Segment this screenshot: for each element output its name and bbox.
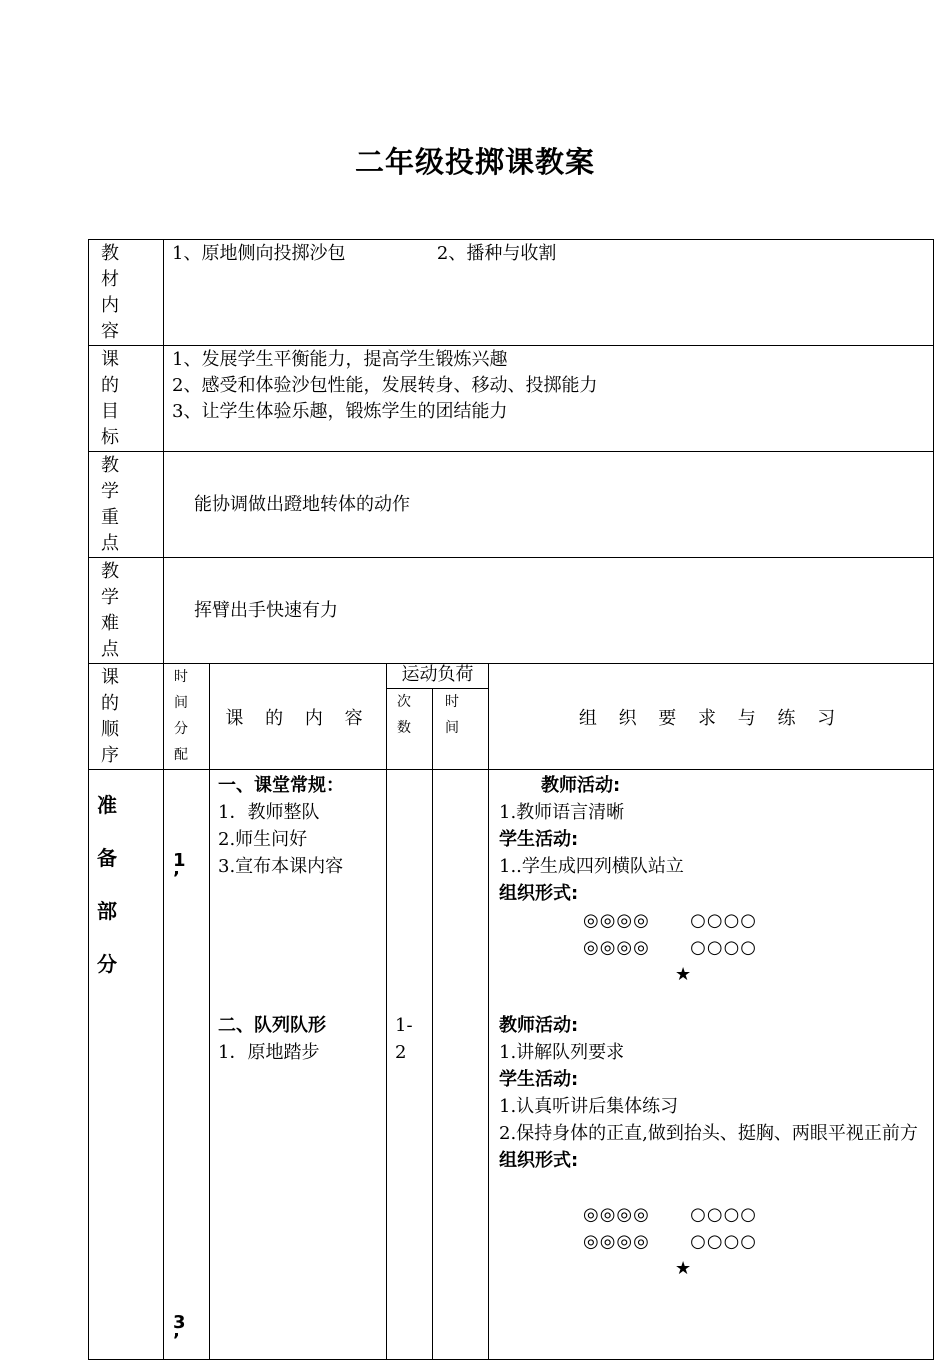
section-char: 分 — [97, 952, 117, 976]
student-activity-item: 1..学生成四列横队站立 — [499, 856, 684, 877]
label-line: 课 的 — [101, 667, 127, 714]
label-line: 教 学 — [101, 455, 127, 502]
section-char: 部 — [97, 899, 117, 923]
header-char: 间 — [174, 695, 188, 711]
header-char: 配 — [174, 747, 188, 763]
lesson-plan-table — [88, 239, 934, 1360]
section-name — [89, 770, 164, 1360]
student-activity-label: 学生活动: — [499, 1069, 579, 1090]
label-line: 目 标 — [101, 401, 127, 448]
count-cell — [387, 770, 433, 1360]
label-line: 教 学 — [101, 561, 127, 608]
goals-row — [89, 346, 934, 452]
count-line: 1- — [395, 1015, 413, 1036]
org-cell — [489, 770, 934, 1360]
section-char: 备 — [97, 846, 117, 870]
student-activity-item: 2.保持身体的正直,做到抬头、挺胸、两眼平视正前方 — [499, 1123, 918, 1144]
teacher-activity-item: 1.讲解队列要求 — [499, 1042, 625, 1063]
part-2-count — [395, 1012, 413, 1066]
duration-cell — [433, 770, 489, 1360]
header-char: 时 — [445, 694, 459, 711]
formation-label: 组织形式: — [499, 1150, 579, 1171]
label-line: 难 点 — [101, 613, 127, 660]
teacher-star-icon: ★ — [675, 964, 692, 985]
material-item-2: 2、播种与收割 — [436, 243, 557, 264]
part-1-item: 1．教师整队 — [218, 802, 320, 823]
label-line: 内 容 — [101, 295, 127, 342]
student-activity-item: 1.认真听讲后集体练习 — [499, 1096, 679, 1117]
part-2-item: 1．原地踏步 — [218, 1042, 320, 1063]
duration-header — [433, 689, 489, 770]
spacer — [499, 1174, 925, 1201]
goal-item: 1、发展学生平衡能力，提高学生锻炼兴趣 — [172, 349, 508, 370]
time-mark: ’ — [173, 868, 180, 889]
difficulty-content: 挥臂出手快速有力 — [164, 558, 934, 664]
material-content — [164, 240, 934, 346]
teacher-star-icon: ★ — [675, 1258, 692, 1279]
order-header — [89, 664, 164, 770]
material-row — [89, 240, 934, 346]
time-alloc-header — [164, 664, 210, 770]
difficulty-row — [89, 558, 934, 664]
goals-label — [89, 346, 164, 452]
time-value-2 — [173, 1314, 186, 1350]
content-cell — [210, 770, 387, 1360]
time-value-1 — [173, 852, 186, 888]
student-activity-label: 学生活动: — [499, 829, 579, 850]
part-1-heading: 一、课堂常规： — [218, 775, 344, 796]
count-line: 2 — [395, 1042, 407, 1063]
load-header: 运动负荷 — [387, 664, 489, 689]
part-2 — [218, 1012, 382, 1066]
material-item-1: 1、原地侧向投掷沙包 — [172, 243, 346, 264]
section-char: 准 — [97, 793, 117, 817]
goals-content — [164, 346, 934, 452]
formation-row: ◎◎◎◎ ○○○○ — [583, 1204, 757, 1225]
label-line: 顺 序 — [101, 719, 127, 766]
time-mark: ’ — [173, 1330, 180, 1351]
formation-row: ◎◎◎◎ ○○○○ — [583, 910, 757, 931]
teacher-activity-label: 教师活动: — [541, 775, 621, 796]
label-line: 课 的 — [101, 349, 127, 396]
goal-item: 2、感受和体验沙包性能，发展转身、移动、投掷能力 — [172, 375, 598, 396]
header-row — [89, 664, 934, 689]
key-point-content: 能协调做出蹬地转体的动作 — [164, 452, 934, 558]
formation-row: ◎◎◎◎ ○○○○ — [583, 1231, 757, 1252]
header-char: 分 — [174, 721, 188, 737]
goal-item: 3、让学生体验乐趣，锻炼学生的团结能力 — [172, 401, 508, 422]
time-digit: 1 — [173, 850, 186, 871]
header-char: 数 — [397, 720, 411, 737]
part-1-item: 2.师生问好 — [218, 829, 308, 850]
teacher-activity-item: 1.教师语言清晰 — [499, 802, 625, 823]
org-header: 组 织 要 求 与 练 习 — [489, 664, 934, 770]
material-label — [89, 240, 164, 346]
part-2-heading: 二、队列队形 — [218, 1015, 326, 1036]
difficulty-label — [89, 558, 164, 664]
time-digit: 3 — [173, 1312, 186, 1333]
formation-row: ◎◎◎◎ ○○○○ — [583, 937, 757, 958]
key-point-label — [89, 452, 164, 558]
header-char: 次 — [397, 694, 411, 711]
count-header — [387, 689, 433, 770]
label-line: 重 点 — [101, 507, 127, 554]
part-1-item: 3.宣布本课内容 — [218, 856, 344, 877]
key-point-row — [89, 452, 934, 558]
header-char: 时 — [174, 669, 188, 685]
label-line: 教 材 — [101, 243, 127, 290]
org-block-2 — [499, 1012, 925, 1283]
formation-label: 组织形式: — [499, 883, 579, 904]
time-alloc-cell — [164, 770, 210, 1360]
page-title: 二年级投掷课教案 — [354, 145, 595, 179]
part-1 — [218, 772, 382, 880]
teacher-activity-label: 教师活动: — [499, 1015, 579, 1036]
prep-section-row — [89, 770, 934, 1360]
header-char: 间 — [445, 720, 459, 737]
org-block-1 — [499, 772, 925, 989]
content-header: 课 的 内 容 — [210, 664, 387, 770]
